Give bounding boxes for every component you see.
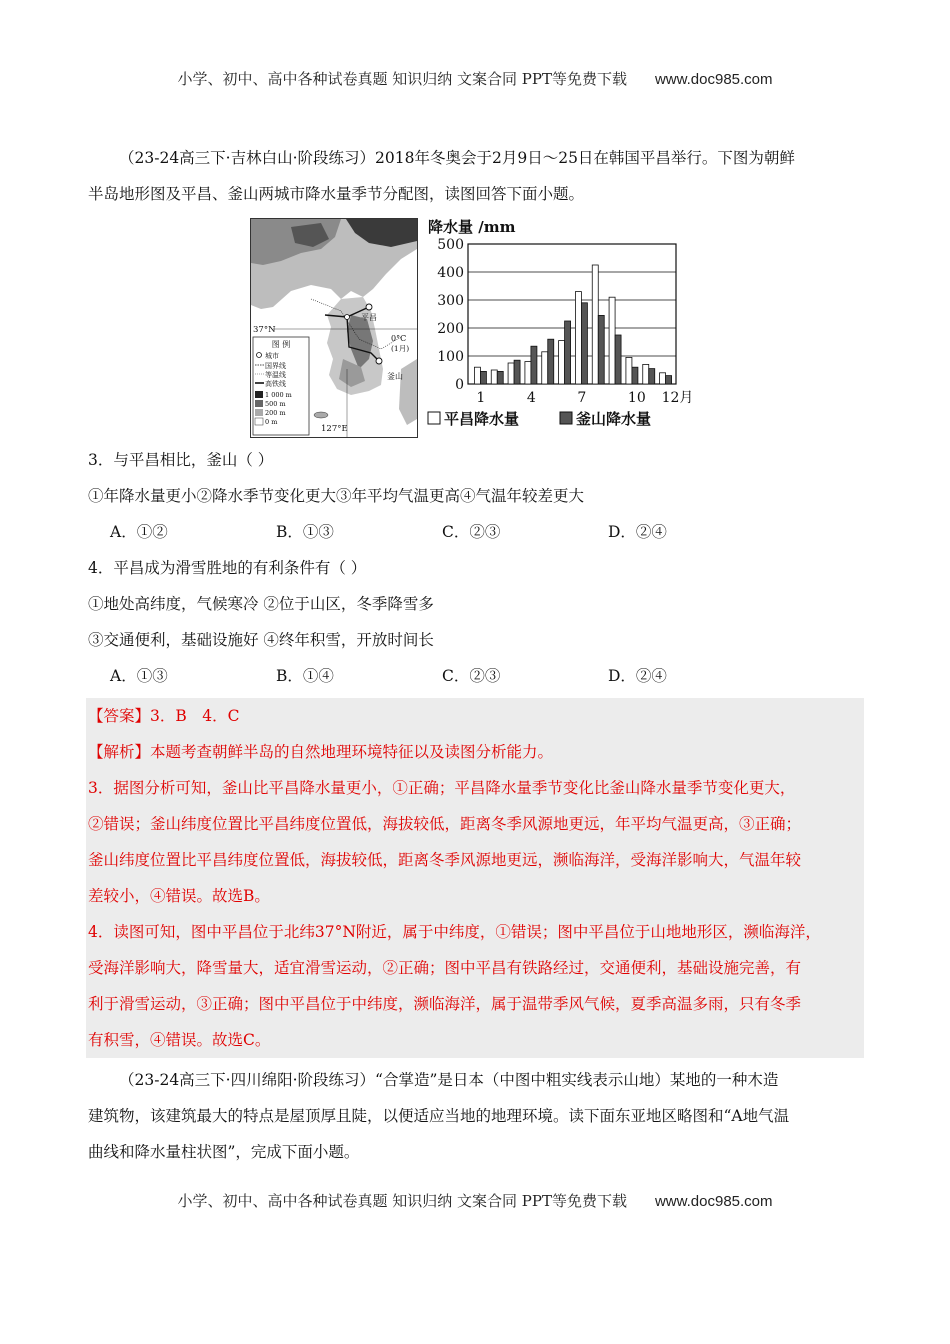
chart-bar-pyeongchang (474, 367, 480, 384)
chart-bar-busan (666, 376, 672, 384)
q3-option-b[interactable]: B．①③ (276, 523, 334, 541)
chart-ytick-label: 0 (455, 377, 464, 393)
chart-bar-busan (632, 367, 638, 384)
chart-bar-busan (480, 371, 486, 384)
chart-ytick-label: 100 (437, 349, 464, 365)
q3-statements: ①年降水量更小②降水季节变化更大③年平均气温更高④气温年较差更大 (88, 487, 585, 505)
chart-frame (468, 244, 676, 384)
map-isotherm-month: (1月) (391, 344, 410, 353)
chart-bar-busan (581, 303, 587, 384)
figure (250, 218, 864, 438)
q3-option-c[interactable]: C．②③ (442, 523, 501, 541)
legend-railway: 高铁线 (265, 380, 286, 388)
q4-option-b[interactable]: B．①④ (276, 667, 334, 685)
chart-bar-pyeongchang (525, 362, 531, 384)
answer-label: 【答案】 (88, 707, 151, 725)
answer-box (86, 698, 864, 1058)
answer-text: 3．B 4．C (150, 707, 240, 725)
chart-xtick-label: 1 (476, 390, 486, 406)
chart-bar-pyeongchang (575, 292, 581, 384)
chart-bar-busan (565, 321, 571, 384)
chart-bar-busan (598, 315, 604, 384)
chart-xtick-label: 4 (526, 390, 536, 406)
analysis-q3-line2: ②错误；釜山纬度位置比平昌纬度位置低，海拔较低，距离冬季风源地更远，年平均气温更高，③正确； (88, 815, 802, 833)
analysis-q3-line4: 差较小，④错误。故选B。 (88, 887, 270, 905)
q3-option-a[interactable]: A．①② (110, 523, 168, 541)
intro2-line3: 曲线和降水量柱状图”，完成下面小题。 (88, 1143, 360, 1161)
page-header (0, 68, 950, 89)
chart-bar-busan (649, 369, 655, 384)
legend-elev-0: 0 m (265, 418, 278, 426)
analysis-text: 本题考查朝鲜半岛的自然地理环境特征以及读图分析能力。 (150, 743, 554, 761)
legend-elev-200: 200 m (265, 409, 286, 417)
q4-option-c[interactable]: C．②③ (442, 667, 501, 685)
korea-terrain-map (250, 218, 418, 438)
q4-options (88, 658, 864, 694)
analysis-q3-line3: 釜山纬度位置比平昌纬度位置低，海拔较低，距离冬季风源地更远，濒临海洋，受海洋影响大，气温年较 (88, 851, 802, 869)
map-city-busan: 釜山 (387, 372, 403, 381)
legend-elev-500: 500 m (265, 400, 286, 408)
page-content (88, 140, 864, 1170)
chart-legend-swatch (560, 412, 572, 424)
map-lon-label: 127°E (321, 424, 348, 434)
chart-ytick-label: 400 (437, 265, 464, 281)
analysis-label: 【解析】 (88, 743, 151, 761)
chart-bar-busan (497, 371, 503, 384)
analysis-q4-line1: 4．读图可知，图中平昌位于北纬37°N附近，属于中纬度，①错误；图中平昌位于山地地形区，濒临海洋， (88, 923, 821, 941)
legend-isotherm: 等温线 (265, 371, 286, 379)
answer-line (88, 698, 862, 734)
chart-legend-swatch (428, 412, 440, 424)
analysis-q4-line3: 利于滑雪运动，③正确；图中平昌位于中纬度，濒临海洋，属于温带季风气候，夏季高温多雨，只有冬季 (88, 995, 802, 1013)
legend-city: 城市 (265, 352, 279, 360)
legend-elev-1000: 1 000 m (265, 391, 292, 399)
pyeongchang-marker (366, 304, 372, 310)
intro1-line1: （23-24高三下·吉林白山·阶段练习）2018年冬奥会于2月9日～25日在韩国平昌举行。下图为朝鲜 (119, 149, 795, 167)
intro2-line1: （23-24高三下·四川绵阳·阶段练习）“合掌造”是日本（中图中粗实线表示山地）某地的一种木造 (119, 1071, 779, 1089)
chart-xtick-label: 12月 (661, 390, 694, 406)
chart-bar-pyeongchang (626, 357, 632, 384)
chart-legend-label: 平昌降水量 (444, 410, 520, 428)
chart-legend-label: 釜山降水量 (576, 410, 652, 428)
chart-bar-busan (514, 360, 520, 384)
footer-url[interactable]: www.doc985.com (654, 1193, 773, 1210)
q4-option-d[interactable]: D．②④ (608, 667, 667, 685)
q3-stem: 3．与平昌相比，釜山（ ） (88, 451, 274, 469)
chart-bar-busan (531, 346, 537, 384)
analysis-q3-line1: 3．据图分析可知，釜山比平昌降水量更小，①正确；平昌降水量季节变化比釜山降水量季节变化更大， (88, 779, 796, 797)
q4-option-a[interactable]: A．①③ (110, 667, 168, 685)
header-text: 小学、初中、高中各种试卷真题 知识归纳 文案合同 PPT等免费下载 (177, 70, 627, 88)
precipitation-chart (426, 218, 698, 438)
chart-bar-pyeongchang (592, 265, 598, 384)
chart-bar-busan (615, 335, 621, 384)
chart-bar-pyeongchang (559, 341, 565, 384)
chart-bar-pyeongchang (508, 363, 514, 384)
header-url[interactable]: www.doc985.com (654, 71, 773, 88)
page-footer (0, 1190, 950, 1211)
q4-stem: 4．平昌成为滑雪胜地的有利条件有（ ） (88, 559, 367, 577)
q4-statements-2: ③交通便利，基础设施好 ④终年积雪，开放时间长 (88, 631, 434, 649)
chart-bar-pyeongchang (491, 370, 497, 384)
chart-bar-pyeongchang (542, 352, 548, 384)
chart-bar-pyeongchang (660, 373, 666, 384)
chart-bar-pyeongchang (609, 297, 615, 384)
q3-option-d[interactable]: D．②④ (608, 523, 667, 541)
analysis-line (88, 734, 862, 770)
map-isotherm-label: 0°C (391, 334, 407, 343)
chart-xtick-label: 10 (627, 390, 646, 406)
intro2-line2: 建筑物，该建筑最大的特点是屋顶厚且陡，以便适应当地的地理环境。读下面东亚地区略图和“A地气温 (88, 1107, 790, 1125)
chart-ytick-label: 500 (437, 237, 464, 253)
legend-border: 国界线 (265, 362, 286, 370)
chart-ylabel: 降水量 /mm (428, 218, 516, 236)
busan-marker (376, 358, 382, 364)
chart-ytick-label: 200 (437, 321, 464, 337)
q4-statements-1: ①地处高纬度，气候寒冷 ②位于山区，冬季降雪多 (88, 595, 434, 613)
q3-options (88, 514, 864, 550)
analysis-q4-line4: 有积雪，④错误。故选C。 (88, 1031, 271, 1049)
footer-text: 小学、初中、高中各种试卷真题 知识归纳 文案合同 PPT等免费下载 (177, 1192, 627, 1210)
chart-ytick-label: 300 (437, 293, 464, 309)
chart-bar-busan (548, 339, 554, 384)
intro1-line2: 半岛地形图及平昌、釜山两城市降水量季节分配图，读图回答下面小题。 (88, 185, 585, 203)
legend-title: 图 例 (271, 340, 291, 349)
analysis-q4-line2: 受海洋影响大，降雪量大，适宜滑雪运动，②正确；图中平昌有铁路经过，交通便利，基础设施完善，有 (88, 959, 802, 977)
chart-xtick-label: 7 (577, 390, 587, 406)
map-lat-label: 37°N (253, 325, 276, 335)
chart-bar-pyeongchang (643, 364, 649, 384)
map-city-pyeongchang: 平昌 (361, 313, 377, 322)
